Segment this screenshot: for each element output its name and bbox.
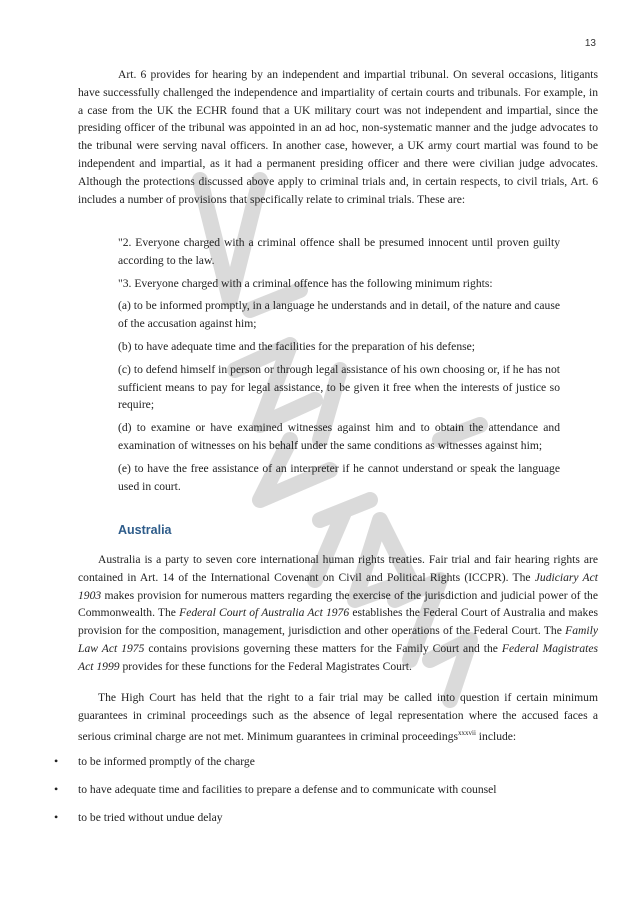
- endnote-marker: xxxvii: [458, 728, 476, 737]
- act-title: Federal Court of Australia Act 1976: [179, 606, 350, 620]
- list-item: • to be informed promptly of the charge: [52, 753, 600, 771]
- paragraph-text: The High Court has held that the right to a fair trial may be called into question if certain minimum guarantees in criminal proceedings such as the absence of legal representation where the accused faces a serious criminal charge are not met. Minimum guarantees in criminal proceedings: [78, 691, 598, 743]
- page-number: 13: [584, 38, 596, 49]
- quote-item: "2. Everyone charged with a criminal offence shall be presumed innocent until proven guilty according to the law.: [118, 236, 560, 267]
- paragraph-text: contains provisions governing these matters for the Family Court and the: [144, 641, 502, 655]
- list-item: • to have adequate time and facilities to prepare a defense and to communicate with counsel: [52, 781, 600, 799]
- act-title: Federal Magistrates Act 1999: [78, 641, 598, 673]
- paragraph-australia: [78, 551, 598, 676]
- quote-item: (b) to have adequate time and the facilities for the preparation of his defense;: [118, 339, 476, 353]
- paragraph-text: Australia is a party to seven core international human rights treaties. Fair trial and fair hearing rights are contained in Art. 14 of the International Covenant on Civil and Political Rights (ICCPR). The: [78, 553, 598, 584]
- paragraph-text: makes provision for numerous matters regarding the exercise of the jurisdiction and judicial power of the Commonwealth. The: [78, 588, 598, 620]
- paragraph-high-court: [78, 689, 598, 745]
- paragraph-text: include:: [475, 729, 517, 743]
- quote-item: (a) to be informed promptly, in a language he understands and in detail, of the nature and cause of the accusation against him;: [118, 299, 560, 331]
- quote-item: (c) to defend himself in person or through legal assistance of his own choosing or, if he has not sufficient means to pay for legal assistance, to be given it free when the interests of justice so require;: [118, 362, 560, 412]
- list-item: • to be tried without undue delay: [52, 809, 600, 827]
- quote-item: (d) to examine or have examined witnesses against him and to obtain the attendance and examination of witnesses on his behalf under the same conditions as witnesses against him;: [118, 421, 560, 452]
- act-title: Judiciary Act 1903: [78, 570, 599, 602]
- paragraph-text: provides for these functions for the Federal Magistrates Court.: [119, 659, 412, 673]
- quoted-provisions: [118, 234, 560, 500]
- quote-item: (e) to have the free assistance of an interpreter if he cannot understand or speak the language used in court.: [118, 461, 560, 493]
- quote-item: "3. Everyone charged with a criminal offence has the following minimum rights:: [118, 276, 493, 290]
- paragraph-art6: Art. 6 provides for hearing by an independent and impartial tribunal. On several occasions, litigants have successfully challenged the independence and impartiality of certain courts and tribunals. For example, in a case from the UK the ECHR found that a UK military court was not independent and impartial, since the presiding officer of the tribunal was appointed in an ad hoc, non-systematic manner and the judge advocates to the tribunal were serving naval officers. In another case, however, a UK army court martial was found to be independent and impartial, as it had a permanent presiding officer and there were civilian judge advocates. Although the protections discussed above apply to criminal trials and, in certain respects, to civil trials, Art. 6 includes a number of provisions that specifically relate to criminal trials. These are:: [78, 68, 598, 206]
- act-title: Family Law Act 1975: [78, 624, 598, 655]
- section-heading-australia: Australia: [118, 523, 172, 537]
- paragraph-text: establishes the Federal Court of Australia and makes provision for the composition, management, jurisdiction and other operations of the Federal Court. The: [78, 606, 598, 638]
- guarantees-list: [52, 753, 600, 836]
